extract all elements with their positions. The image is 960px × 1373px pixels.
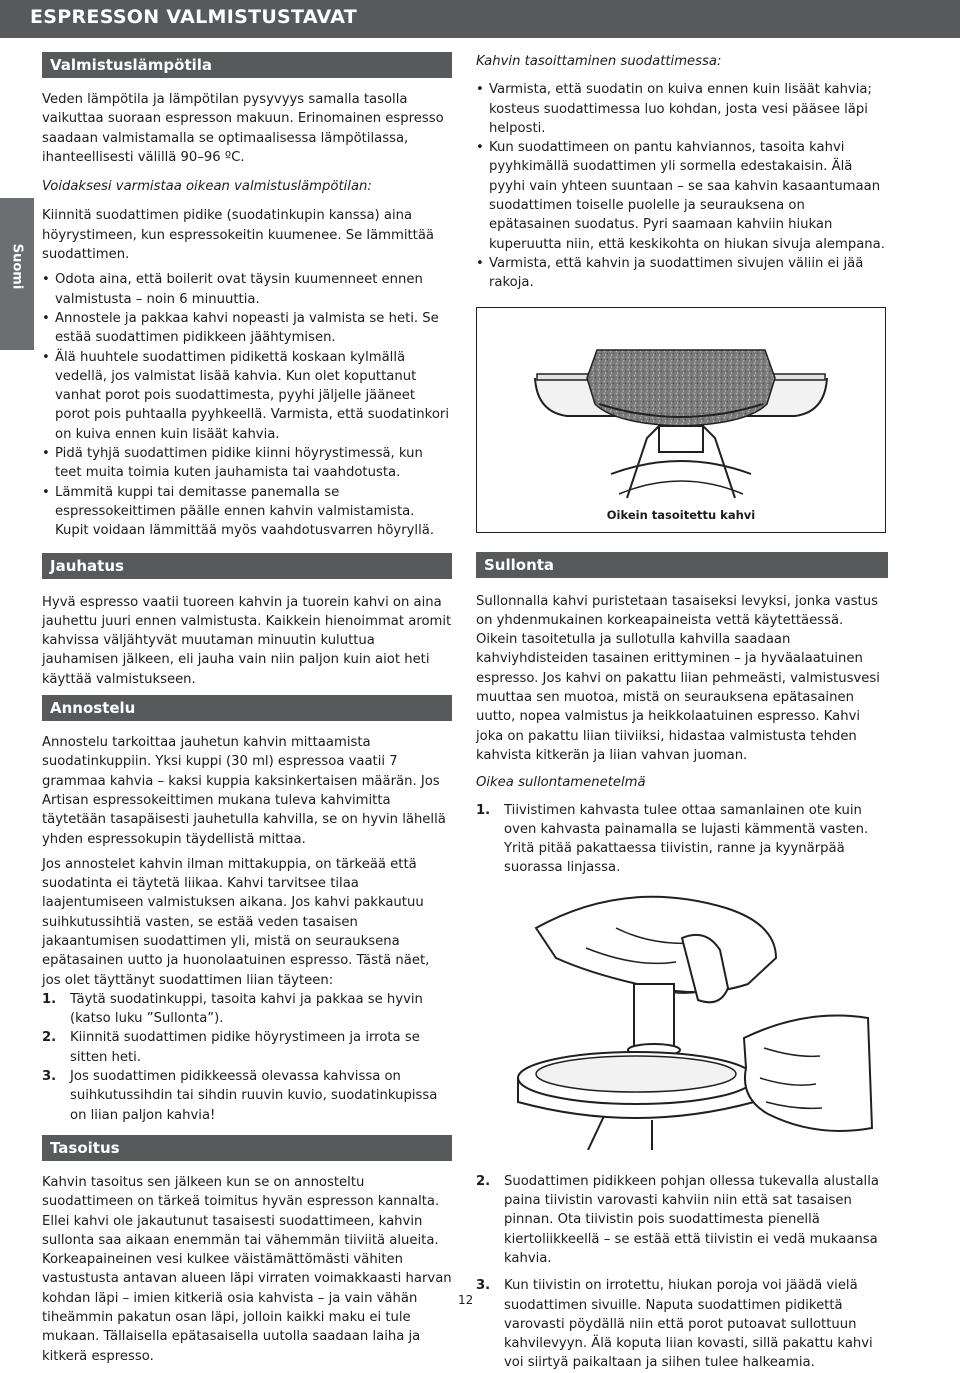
language-tab — [0, 198, 34, 350]
numbered-step — [476, 801, 888, 878]
bullet-item: • Varmista, että kahvin ja suodattimen sivujen väliin ei jää rakoja. — [476, 254, 888, 293]
bullet-item: • Pidä tyhjä suodattimen pidike kiinni höyrystimessä, kun teet muita toimia kuten jauhamista tai vaahdotusta. — [42, 444, 452, 483]
page-title: ESPRESSON VALMISTUSTAVAT — [30, 6, 358, 28]
bullet-item: • Älä huuhtele suodattimen pidikettä koskaan kylmällä vedellä, jos valmistat lisää kahvia. Kun olet koputtanut vanhat porot pois suodattimesta, pyyhi jäljelle jääneet porot pois puhtaalla pyyhkeellä. Varmista, että suodatinkori on kuiva ennen kuin lisäät kahvia. — [42, 348, 452, 444]
step-number: 2. — [476, 1173, 491, 1189]
numbered-step — [476, 1172, 888, 1268]
tamping-paragraph: Sullonnalla kahvi puristetaan tasaiseksi levyksi, jonka vastus on yhdenmukainen korkeapaineista vettä käytettäessä. Oikein tasoitetulla ja sullotulla kahvilla saadaan kahviyhdisteiden tasainen erittyminen – ja hyväalaatuinen espresso. Jos kahvi on pakattu liian pehmeästi, valmistusvesi muuttaa sen muotoa, mistä on seurauksena epätasainen uutto, nopea valmistus ja heikkolaatuinen espresso. Kahvi joka on pakattu liian tiiviiksi, hidastaa valmistusta tehden kahvista kitkerän ja liian vahvan juoman. — [476, 593, 880, 763]
temperature-subheading: Voidaksesi varmistaa oikean valmistuslämpötilan: — [42, 179, 372, 195]
numbered-step — [42, 990, 452, 1029]
tamping-steps — [476, 801, 888, 878]
numbered-step — [476, 1276, 888, 1372]
bullet-item: • Odota aina, että boilerit ovat täysin kuumenneet ennen valmistusta – noin 6 minuuttia. — [42, 270, 452, 309]
bullet-item: • Kun suodattimeen on pantu kahviannos, tasoita kahvi pyyhkimällä suodattimen yli sormella edestakaisin. Älä pyyhi vain yhteen suuntaan – se saa kahvin kasaantumaan suodattimen toiselle puolelle ja seurauksena on epätasainen suodatus. Pyri saamaan kahviin hiukan kuperuutta niin, että keskikohta on hiukan sivuja alempana. — [476, 138, 888, 254]
step-text: Jos suodattimen pidikkeessä olevassa kahvissa on suihkutussihdin tai sihdin ruuvin kuvio, suodatinkupissa on liian paljon kahvia! — [70, 1069, 438, 1123]
tamping-illustration — [476, 888, 884, 1150]
dosing-paragraph-2: Jos annostelet kahvin ilman mittakuppia, on tärkeää että suodatinta ei täytetä liikaa. Kahvi tarvitsee tilaa laajentumiseen valmistuksen aikana. Jos kahvi pakkautuu suihkutussihtiä vasten, se estää veden tasaisen jakaantumisen suodattimen yli, mistä on seurauksena epätasainen uutto ja huonolaatuinen espresso. Tästä näet, jos olet täyttänyt suodattimen liian täyteen: — [42, 856, 430, 988]
leveling-bullets — [476, 80, 888, 292]
page-number: 12 — [458, 1293, 474, 1307]
step-text: Kiinnitä suodattimen pidike höyrystimeen ja irrota se sitten heti. — [70, 1030, 420, 1065]
tamping-steps-continued — [476, 1172, 888, 1373]
step-text: Tiivistimen kahvasta tulee ottaa samanlainen ote kuin oven kahvasta painamalla se lujasti kämmentä vasten. Yritä pitää pakattaessa tiivistin, ranne ja kyynärpää suorassa linjassa. — [504, 802, 869, 876]
section-heading-tamping: Sullonta — [476, 552, 888, 578]
dosing-steps — [42, 990, 452, 1125]
hand-tamper-illustration — [476, 888, 884, 1150]
step-text: Suodattimen pidikkeen pohjan ollessa tukevalla alustalla paina tiivistin varovasti kahviin niin että sat tasaisen pinnan. Ota tiivistin pois suodattimesta pienellä kiertoliikkeellä – se estää että tiivistin ei vedä mukaansa kahvia. — [504, 1173, 879, 1266]
numbered-step — [42, 1028, 452, 1067]
section-heading-leveling: Tasoitus — [42, 1135, 452, 1161]
temperature-paragraph: Kiinnitä suodattimen pidike (suodatinkupin kanssa) aina höyrystimeen, kun espressokeitin kuumenee. Se lämmittää suodattimen. — [42, 208, 435, 263]
bullet-item: • Annostele ja pakkaa kahvi nopeasti ja valmista se heti. Se estää suodattimen pidikkeen jäähtymisen. — [42, 309, 452, 348]
section-heading-dosing: Annostelu — [42, 695, 452, 721]
step-number: 2. — [42, 1030, 57, 1046]
page-header — [0, 0, 960, 38]
numbered-step — [42, 1067, 452, 1125]
leveling-paragraph: Kahvin tasoitus sen jälkeen kun se on annosteltu suodattimeen on tärkeä toimitus hyvän espresson kannalta. Ellei kahvi ole jakautunut tasaisesti suodattimeen, kahvin sullonta saa aikaan enemmän tai vähemmän tiiviitä alueita. Korkeapaineinen vesi kulkee väistämättömästi vähiten vastustusta antavan alueen läpi virraten voimakkaasti harvan kohdan läpi – imien kitkeriä osia kahvista – ja vain vähän tiheämmin pakatun osan läpi, jolloin kaikki maku ei tule mukaan. Tällaisella epätasaisella uutolla saadaan laiha ja kitkerä espresso. — [42, 1174, 452, 1364]
dosing-paragraph-1: Annostelu tarkoittaa jauhetun kahvin mittaamista suodatinkuppiin. Yksi kuppi (30 ml) espressoa vaatii 7 grammaa kahvia – kaksi kuppia kaksinkertaisen määrän. Jos Artisan espressokeittimen mukana tuleva kahvimitta täytetään tasapäisesti jauhetulla kahvilla, se on hyvin lähellä yhden espressokupin täydellistä mittaa. — [42, 735, 446, 847]
left-column — [42, 52, 452, 1366]
step-text: Täytä suodatinkuppi, tasoita kahvi ja pakkaa se hyvin (katso luku ”Sullonta”). — [70, 991, 423, 1027]
step-number: 3. — [476, 1278, 491, 1294]
step-number: 1. — [476, 802, 491, 818]
step-number: 1. — [42, 991, 57, 1007]
language-tab-label: Suomi — [9, 243, 25, 290]
leveling-subheading: Kahvin tasoittaminen suodattimessa: — [476, 54, 722, 69]
step-number: 3. — [42, 1069, 57, 1085]
bullet-item: • Lämmitä kuppi tai demitasse panemalla se espressokeittimen päälle ennen kahvin valmistamista. Kupit voidaan lämmittää myös vaahdotusvarren höyryllä. — [42, 483, 452, 541]
temperature-bullets — [42, 270, 452, 540]
step-text: Kun tiivistin on irrotettu, hiukan poroja voi jäädä vielä suodattimen sivuille. Naputa suodattimen pidikettä varovasti pöydällä niin että porot putoavat sullottuun kahvilevyyn. Älä koputa liian kovasti, sillä pakattu kahvi voi siirtyä paikaltaan ja siihen tulee halkeamia. — [504, 1278, 873, 1371]
section-heading-temperature: Valmistuslämpötila — [42, 52, 452, 78]
right-column — [476, 52, 888, 1373]
tamping-subheading: Oikea sullontamenetelmä — [476, 775, 646, 791]
figure-caption: Oikein tasoitettu kahvi — [606, 507, 756, 522]
section-heading-grinding: Jauhatus — [42, 553, 452, 579]
grinding-paragraph: Hyvä espresso vaatii tuoreen kahvin ja tuorein kahvi on aina jauhettu juuri ennen valmistusta. Kaikkein hienoimmat aromit kahvissa väljähtyvät muutaman minuutin kuluttua jauhamisen jälkeen, eli jauha vain niin paljon kuin aiot heti käyttää valmistukseen. — [42, 594, 452, 687]
filter-basket-illustration — [477, 308, 885, 532]
leveled-coffee-figure — [476, 307, 886, 533]
temperature-intro: Veden lämpötila ja lämpötilan pysyvyys samalla tasolla vaikuttaa suoraan espresson makuun. Erinomainen espresso saadaan valmistamalla se optimaalisessa lämpötilassa, ihanteellisesti välillä 90–96 ºC. — [42, 92, 444, 165]
bullet-item: • Varmista, että suodatin on kuiva ennen kuin lisäät kahvia; kosteus suodattimessa luo kohdan, josta vesi pääsee läpi helposti. — [476, 80, 888, 138]
